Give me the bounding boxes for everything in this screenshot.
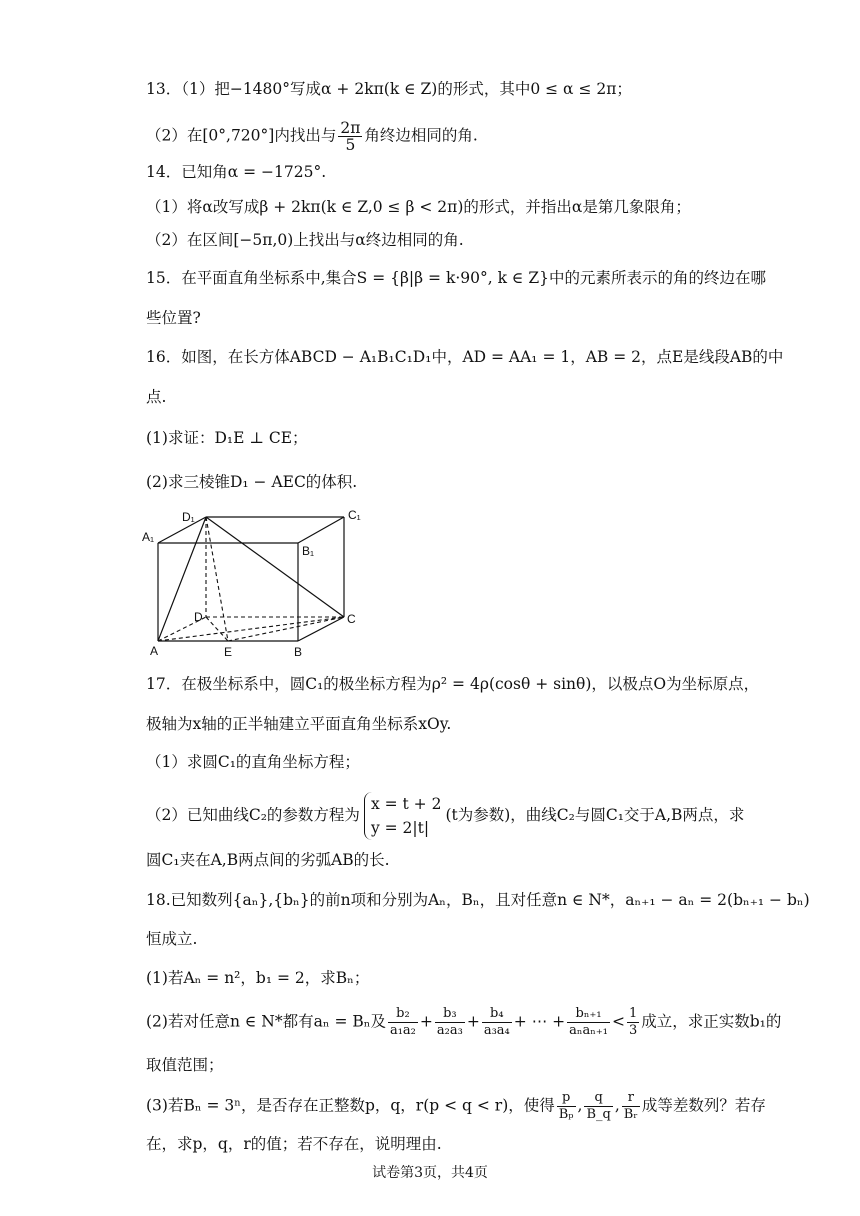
- q14-line3: （2）在区间[−5π,0)上找出与α终边相同的角.: [146, 231, 464, 249]
- q13-line1: 13．（1）把−1480°写成α + 2kπ(k ∈ Z)的形式，其中0 ≤ α ≤ 2π；: [146, 80, 632, 98]
- q18-line4: (2)若对任意n ∈ N*都有aₙ = Bₙ及 $\frac{\text{b₂}}{\text{a₁a₂}}$ + $\frac{\text{b₃}}{\text{a₂a₃}}$ + $\frac{\text{b₄}}{\text{a₃a₄}}$ + ⋯ + $\frac{\text{bₙ₊₁}}{\text{aₙaₙ₊₁}}$ < $\frac{1}{3}$ 成立，求正实数b₁的: [146, 1006, 782, 1038]
- q18-f2-den: a₂a₃: [436, 1023, 463, 1038]
- q18-f1-den: a₁a₂: [389, 1023, 416, 1038]
- q18-dots: + ⋯ +: [513, 1012, 566, 1031]
- q18-line7: 在，求p，q，r的值；若不存在，说明理由.: [146, 1135, 442, 1153]
- q18-line4-b: 成立，求正实数b₁的: [641, 1012, 782, 1031]
- q13-frac-den: 5: [345, 136, 356, 154]
- hidden-a-c: [158, 617, 344, 641]
- q13-fraction: [338, 120, 362, 153]
- q18-g2-num: q: [584, 1090, 612, 1107]
- label-b: B: [294, 645, 303, 659]
- q16-line2: 点.: [146, 388, 167, 406]
- q18-g1-num: p: [557, 1090, 576, 1107]
- q18-frac-r: [622, 1090, 640, 1123]
- q13-line2: [146, 120, 478, 153]
- q18-line6-b: 成等差数列？若存: [641, 1096, 766, 1115]
- q17-line1: 17．在极坐标系中，圆C₁的极坐标方程为ρ² = 4ρ(cosθ + sinθ)，以极点O为坐标原点，: [146, 675, 760, 693]
- q18-line3: (1)若Aₙ = n²，b₁ = 2，求Bₙ；: [146, 969, 370, 987]
- q18-g2-den: B_q: [586, 1107, 611, 1122]
- q16-line4: (2)求三棱锥D₁ − AEC的体积.: [146, 473, 358, 491]
- q17-param-system: [364, 792, 442, 840]
- edge-b-c: [298, 617, 344, 641]
- q18-frac-p: [557, 1090, 576, 1123]
- q18-line4-a: (2)若对任意n ∈ N*都有aₙ = Bₙ及: [146, 1012, 386, 1031]
- q18-f5-den: 3: [628, 1023, 638, 1038]
- q15-line1: 15．在平面直角坐标系中,集合S = {β|β = k·90°, k ∈ Z}中的元素所表示的角的终边在哪: [146, 269, 766, 287]
- q14-line2: （1）将α改写成β + 2kπ(k ∈ Z,0 ≤ β < 2π)的形式，并指出α是第几象限角；: [146, 198, 691, 216]
- q18-frac-2: [435, 1006, 465, 1039]
- q18-frac-1: [388, 1006, 418, 1039]
- q17-eq2: y = 2|t|: [370, 819, 430, 837]
- q18-f2-num: b₃: [435, 1006, 465, 1023]
- q18-frac-3: [482, 1006, 512, 1039]
- q18-f4-den: aₙaₙ₊₁: [569, 1023, 608, 1038]
- q13-line2-a: （2）在[0°,720°]内找出与: [146, 126, 337, 145]
- q18-frac-q: [584, 1090, 612, 1123]
- hidden-d1-e: [206, 517, 228, 641]
- q18-g3-den: Bᵣ: [623, 1107, 638, 1122]
- q18-line1: 18.已知数列{aₙ},{bₙ}的前n项和分别为Aₙ，Bₙ，且对任意n ∈ N*，aₙ₊₁ − aₙ = 2(bₙ₊₁ − bₙ): [146, 891, 810, 909]
- cuboid-figure: [140, 505, 370, 660]
- label-d: D: [194, 610, 203, 624]
- q17-line4: [146, 792, 744, 840]
- q16-line3: (1)求证：D₁E ⊥ CE；: [146, 429, 308, 447]
- q17-line4-a: （2）已知曲线C₂的参数方程为: [146, 806, 360, 824]
- q17-line3: （1）求圆C₁的直角坐标方程；: [146, 753, 360, 771]
- q17-line2: 极轴为x轴的正半轴建立平面直角坐标系xOy.: [146, 715, 452, 733]
- q17-line4-b: (t为参数)，曲线C₂与圆C₁交于A,B两点，求: [445, 806, 745, 824]
- q18-f4-num: bₙ₊₁: [567, 1006, 610, 1023]
- label-c1: C₁: [348, 508, 361, 522]
- q18-line6: (3)若Bₙ = 3ⁿ，是否存在正整数p，q，r(p < q < r)，使得 $\frac{p}{\text{Bₚ}}$ , $\frac{q}{B\_q}$ , $\frac{r}{\text{Bᵣ}}$ 成等差数列？若存: [146, 1090, 766, 1122]
- q18-g1-den: Bₚ: [558, 1107, 574, 1122]
- q18-less-than: <: [611, 1012, 625, 1031]
- q18-f1-num: b₂: [388, 1006, 418, 1023]
- q16-line1: 16．如图，在长方体ABCD − A₁B₁C₁D₁中，AD = AA₁ = 1，AB = 2，点E是线段AB的中: [146, 348, 784, 366]
- label-a1: A₁: [142, 530, 155, 544]
- q17-line5: 圆C₁夹在A,B两点间的劣弧AB的长.: [146, 851, 390, 869]
- label-d1: D₁: [182, 510, 195, 524]
- q14-line1: 14．已知角α = −1725°.: [146, 163, 327, 181]
- q18-f3-num: b₄: [482, 1006, 512, 1023]
- q18-line6-a: (3)若Bₙ = 3ⁿ，是否存在正整数p，q，r(p < q < r)，使得: [146, 1096, 555, 1115]
- label-a: A: [150, 644, 159, 658]
- edge-b1-c1: [298, 517, 344, 543]
- hidden-e-c: [228, 617, 344, 641]
- q18-frac-5: [627, 1006, 639, 1039]
- q15-line2: 些位置?: [146, 309, 201, 327]
- q18-g3-num: r: [622, 1090, 640, 1107]
- q18-f5-num: 1: [628, 1006, 638, 1021]
- q18-line2: 恒成立.: [146, 930, 198, 948]
- label-e: E: [224, 645, 233, 659]
- q18-line5: 取值范围；: [146, 1056, 224, 1074]
- label-c: C: [347, 612, 356, 626]
- q18-frac-4: [567, 1006, 610, 1039]
- seg-d1-c: [206, 517, 344, 617]
- q17-eq1: x = t + 2: [370, 795, 442, 813]
- q13-frac-num: 2π: [340, 119, 361, 137]
- q18-f3-den: a₃a₄: [483, 1023, 510, 1038]
- q13-line2-b: 角终边相同的角.: [364, 126, 478, 145]
- page-footer: 试卷第3页，共4页: [372, 1165, 488, 1181]
- label-b1: B₁: [302, 544, 315, 558]
